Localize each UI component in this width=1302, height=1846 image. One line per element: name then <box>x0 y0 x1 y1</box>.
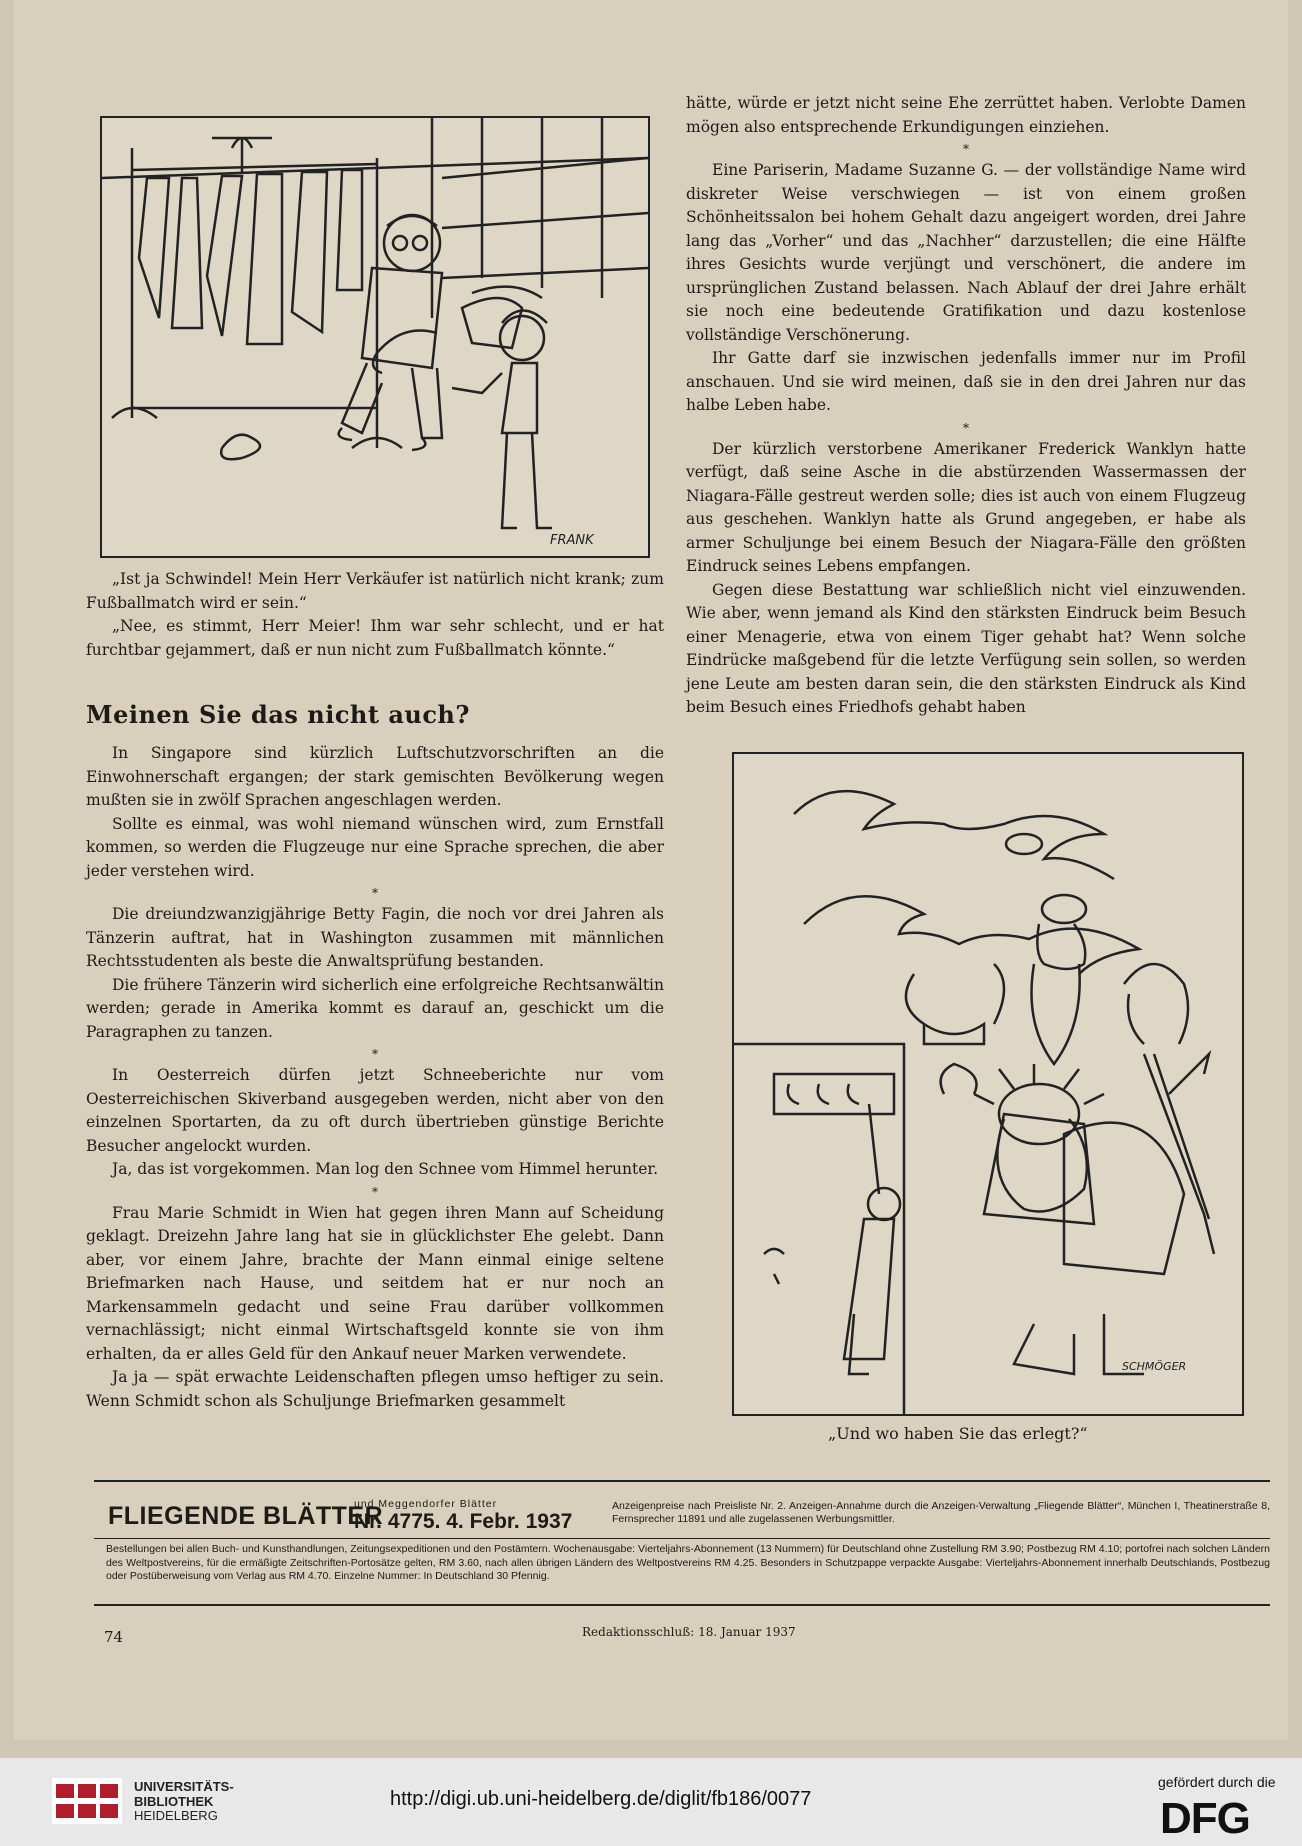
article-paragraph: Die dreiundzwanzigjährige Betty Fagin, die noch vor drei Jahren als Tänzerin auftrat, hat in Washington zusammen mit männlichen Rechtsstudenten als beste die Anwaltsprüfung bestanden. <box>86 905 664 970</box>
cartoon-drawing <box>102 118 648 556</box>
article-paragraph: In Singapore sind kürzlich Luftschutzvorschriften an die Einwohnerschaft ergangen; der stark gemischten Bevölkerung wegen mußten sie in zwölf Sprachen angeschlagen werden. <box>86 744 664 809</box>
cartoon-hunting-trophies <box>732 752 1244 1416</box>
article-paragraph: Sollte es einmal, was wohl niemand wünschen wird, zum Ernstfall kommen, so werden die Flugzeuge nur eine Sprache sprechen, die aber jeder verstehen wird. <box>86 814 664 880</box>
caption-line-2: „Nee, es stimmt, Herr Meier! Ihm war sehr schlecht, und er hat furchtbar gejammert, daß er nun nicht zum Fußballmatch könnte.“ <box>86 617 664 659</box>
article-paragraph: hätte, würde er jetzt nicht seine Ehe zerrüttet haben. Verlobte Damen mögen also entsprechende Erkundigungen einziehen. <box>686 94 1246 136</box>
cartoon1-signature: FRANK <box>550 533 594 548</box>
advert-info: Anzeigenpreise nach Preisliste Nr. 2. Anzeigen-Annahme durch die Anzeigen-Verwaltung „Fliegende Blätter“, München I, Theatinerstraße 8, Fernsprecher 11891 und alle zugelassenen Werbungsmittler. <box>612 1500 1270 1525</box>
article-paragraph: Ihr Gatte darf sie inzwischen jedenfalls immer nur im Profil anschauen. Und sie wird meinen, daß sie in den drei Jahren nur das halbe Leben habe. <box>686 349 1246 414</box>
masthead-subtitle: und Meggendorfer Blätter <box>354 1498 498 1510</box>
article-paragraph: In Oesterreich dürfen jetzt Schneeberichte nur vom Oesterreichischen Skiverband ausgegeben werden, nicht aber von den einzelnen Sportarten, da zu oft durch übertrieben günstige Berichte Besucher angelockt wurden. <box>86 1066 664 1155</box>
funding-note: gefördert durch die <box>1158 1774 1276 1790</box>
separator-star: * <box>372 886 378 900</box>
editorial-deadline: Redaktionsschluß: 18. Januar 1937 <box>582 1625 796 1639</box>
article-paragraph: Gegen diese Bestattung war schließlich nicht viel einzuwenden. Wie aber, wenn jemand als Kind den stärksten Eindruck beim Besuch einer Menagerie, etwa von einem Tiger gehabt hat? Wenn solche Eindrücke maßgebend für die letzte Verfügung sein sollen, so werden jene Leute am besten daran sein, die den stärksten Eindruck als Kind beim Besuch eines Friedhofs gehabt haben <box>686 580 1246 716</box>
caption-line-1: „Ist ja Schwindel! Mein Herr Verkäufer ist natürlich nicht krank; zum Fußballmatch wird er sein.“ <box>86 570 664 612</box>
article-paragraph: Ja, das ist vorgekommen. Man log den Schnee vom Himmel herunter. <box>112 1160 659 1178</box>
article-paragraph: Der kürzlich verstorbene Amerikaner Frederick Wanklyn hatte verfügt, daß seine Asche in die abstürzenden Wassermassen der Niagara-Fälle gestreut werden solle; dies ist auch von einem Flugzeug aus geschehen. Wanklyn hatte als Grund angegeben, er habe als armer Schuljunge bei einem Besuch der Niagara-Fälle den größten Eindruck seines Lebens empfangen. <box>686 439 1246 575</box>
separator-star: * <box>963 420 969 435</box>
right-column <box>686 92 1246 720</box>
cartoon1-caption <box>86 568 664 662</box>
cartoon2-caption: „Und wo haben Sie das erlegt?“ <box>828 1424 1088 1443</box>
masthead-rule-middle <box>94 1538 1270 1539</box>
article-paragraph: Ja ja — spät erwachte Leidenschaften pflegen umso heftiger zu sein. Wenn Schmidt schon als Schuljunge Briefmarken gesammelt <box>86 1368 664 1410</box>
masthead-rule-top <box>94 1480 1270 1482</box>
dfg-logo: DFG <box>1160 1794 1250 1843</box>
page-number: 74 <box>104 1628 124 1646</box>
subscription-info: Bestellungen bei allen Buch- und Kunsthandlungen, Zeitungsexpeditionen und den Postämtern. Wochenausgabe: Vierteljahrs-Abonnement (13 Nummern) für Deutschland ohne Zustellung RM 3.90; Postbezug RM 4.10; portofrei nach solchen Ländern des Weltpostvereins, für die ermäßigte Zeitschriften-Portosätze gelten, RM 3.60, nach allen übrigen Ländern des Weltpostvereins RM 4.25. Besonders in Schutzpappe verpackte Ausgabe: Vierteljahrs-Abonnement innerhalb Deutschlands, Postbezug oder Postüberweisung vom Verlag aus RM 4.70. Einzelne Nummer: In Deutschland 30 Pfennig. <box>106 1543 1270 1582</box>
left-column <box>86 742 664 1413</box>
masthead-issue: Nr. 4775. 4. Febr. 1937 <box>354 1510 573 1533</box>
article-paragraph: Die frühere Tänzerin wird sicherlich eine erfolgreiche Rechtsanwältin werden; gerade in Amerika kommt es darauf an, geschickt um die Paragraphen zu tanzen. <box>86 975 664 1041</box>
article-paragraph: Frau Marie Schmidt in Wien hat gegen ihren Mann auf Scheidung geklagt. Dreizehn Jahre lang hat sie in glücklichster Ehe gelebt. Dann aber, vor einem Jahre, brachte der Mann einmal einige seltene Briefmarken nach Hause, und seitdem hat er nur noch an Markensammeln gedacht und seine Frau darüber vollkommen vernachlässigt; nicht einmal Wirtschaftsgeld konnte sie von ihm erhalten, da er alles Geld für den Ankauf neuer Marken verwendete. <box>86 1203 664 1363</box>
digitization-footer <box>0 1758 1302 1846</box>
section-heading: Meinen Sie das nicht auch? <box>86 700 470 729</box>
article-paragraph: Eine Pariserin, Madame Suzanne G. — der vollständige Name wird diskreter Weise verschwiegen — ist von einem großen Schönheitssalon bei hohem Gehalt dazu angeigert worden, drei Jahre lang das „Vorher“ und das „Nachher“ darzustellen; die eine Hälfte ihres Gesichts wurde verjüngt und verschönert, die andere im ursprünglichen Zustand belassen. Nach Ablauf der drei Jahre erhält sie noch eine bedeutende Gratifikation und dazu kostenlose vollständige Verschönerung. <box>686 161 1246 344</box>
cartoon-clothing-shop <box>100 116 650 558</box>
university-library-name: UNIVERSITÄTS- BIBLIOTHEK HEIDELBERG <box>134 1779 234 1823</box>
permalink-url[interactable]: http://digi.ub.uni-heidelberg.de/diglit/fb186/0077 <box>390 1788 812 1810</box>
university-library-logo-icon <box>52 1778 122 1824</box>
separator-star: * <box>372 1184 378 1199</box>
separator-star: * <box>372 1047 378 1061</box>
cartoon-drawing <box>734 754 1242 1414</box>
masthead-title: FLIEGENDE BLÄTTER <box>108 1502 384 1530</box>
separator-star: * <box>963 142 969 156</box>
cartoon2-signature: SCHMÖGER <box>1122 1360 1187 1373</box>
masthead-rule-bottom <box>94 1604 1270 1606</box>
